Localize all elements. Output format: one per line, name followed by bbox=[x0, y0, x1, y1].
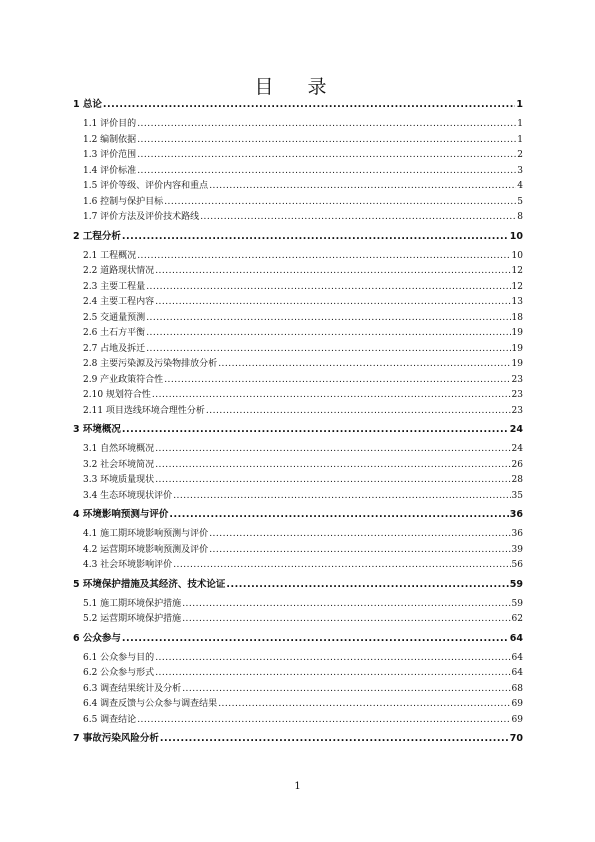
toc-entry-title: 3 环境概况 bbox=[73, 424, 121, 435]
toc-section-entry bbox=[73, 357, 523, 373]
toc-dot-leader bbox=[209, 543, 510, 559]
toc-entry-title: 4.3 社会环境影响评价 bbox=[83, 560, 173, 570]
toc-entry-page: 64 bbox=[511, 652, 523, 663]
toc-dot-leader bbox=[155, 442, 510, 458]
toc-entry-page: 12 bbox=[511, 281, 523, 292]
toc-section-entry bbox=[73, 651, 523, 667]
toc-entry-page: 36 bbox=[509, 509, 523, 520]
toc-dot-leader bbox=[226, 578, 508, 592]
page-title: 目 录 bbox=[254, 76, 341, 98]
toc-entry-title: 2.6 土石方平衡 bbox=[83, 328, 146, 338]
toc-section-entry bbox=[73, 612, 523, 628]
toc-entry-page: 10 bbox=[509, 230, 523, 242]
toc-section-entry bbox=[73, 697, 523, 713]
toc-dot-leader bbox=[137, 117, 516, 133]
toc-entry-title: 6.3 调查结果统计及分析 bbox=[83, 683, 182, 694]
toc-section-entry bbox=[73, 442, 523, 458]
toc-entry-title: 2 工程分析 bbox=[73, 230, 121, 242]
toc-dot-leader bbox=[173, 558, 510, 574]
toc-dot-leader bbox=[137, 133, 516, 149]
toc-dot-leader bbox=[137, 164, 516, 180]
toc-entry-page: 1 bbox=[517, 119, 523, 129]
toc-entry-title: 1.1 评价目的 bbox=[83, 119, 137, 129]
toc-entry-title: 1.4 评价标准 bbox=[83, 165, 137, 176]
toc-entry-title: 2.9 产业政策符合性 bbox=[83, 374, 164, 385]
toc-dot-leader bbox=[155, 473, 510, 489]
toc-dot-leader bbox=[155, 295, 510, 311]
toc-entry-page: 56 bbox=[511, 560, 523, 570]
toc-entry-page: 24 bbox=[511, 444, 523, 454]
toc-section-entry bbox=[73, 558, 523, 574]
toc-section-entry bbox=[73, 148, 523, 164]
toc-entry-title: 6.2 公众参与形式 bbox=[83, 668, 155, 678]
toc-entry-page: 19 bbox=[511, 328, 523, 338]
toc-entry-title: 2.2 道路现状情况 bbox=[83, 266, 155, 276]
toc-entry-page: 5 bbox=[517, 196, 523, 207]
toc-entry-title: 1.2 编制依据 bbox=[83, 134, 137, 145]
toc-section-entry bbox=[73, 311, 523, 327]
toc-dot-leader bbox=[173, 489, 510, 505]
toc-section-entry bbox=[73, 373, 523, 389]
toc-section-entry bbox=[73, 489, 523, 505]
toc-dot-leader bbox=[218, 697, 510, 713]
toc-section-entry bbox=[73, 666, 523, 682]
toc-entry-title: 3.1 自然环境概况 bbox=[83, 444, 155, 454]
toc-entry-title: 4.2 运营期环境影响预测及评价 bbox=[83, 544, 209, 555]
toc-entry-page: 13 bbox=[511, 297, 523, 307]
toc-section-entry bbox=[73, 473, 523, 489]
toc-entry-page: 28 bbox=[511, 475, 523, 485]
toc-entry-title: 5 环境保护措施及其经济、技术论证 bbox=[73, 578, 226, 590]
toc-entry-page: 35 bbox=[511, 490, 523, 501]
toc-entry-page: 18 bbox=[511, 312, 523, 323]
toc-chapter-entry bbox=[73, 578, 523, 592]
toc-chapter-entry bbox=[73, 632, 523, 646]
toc-chapter-entry bbox=[73, 98, 523, 112]
toc-dot-leader bbox=[182, 682, 510, 698]
toc-entry-page: 10 bbox=[511, 250, 523, 261]
toc-section-entry bbox=[73, 249, 523, 265]
toc-entry-page: 64 bbox=[509, 632, 523, 644]
toc-entry-title: 1.5 评价等级、评价内容和重点 bbox=[83, 181, 209, 191]
toc-dot-leader bbox=[206, 404, 511, 420]
toc-chapter-entry bbox=[73, 732, 523, 746]
toc-dot-leader bbox=[182, 597, 510, 613]
toc-entry-title: 4 环境影响预测与评价 bbox=[73, 509, 169, 520]
toc-section-entry bbox=[73, 295, 523, 311]
toc-entry-title: 5.1 施工期环境保护措施 bbox=[83, 598, 182, 609]
toc-entry-page: 70 bbox=[509, 733, 523, 744]
toc-section-entry bbox=[73, 280, 523, 296]
toc-section-entry bbox=[73, 682, 523, 698]
toc-dot-leader bbox=[169, 508, 508, 522]
toc-dot-leader bbox=[137, 713, 510, 729]
toc-entry-title: 2.7 占地及拆迁 bbox=[83, 343, 146, 354]
toc-dot-leader bbox=[155, 458, 510, 474]
toc-entry-page: 1 bbox=[517, 134, 523, 145]
toc-entry-title: 1.3 评价范围 bbox=[83, 150, 137, 160]
toc-section-entry bbox=[73, 342, 523, 358]
toc-entry-title: 3.2 社会环境简况 bbox=[83, 459, 155, 470]
toc-dot-leader bbox=[155, 264, 510, 280]
toc-entry-page: 62 bbox=[511, 614, 523, 624]
toc-entry-title: 2.1 工程概况 bbox=[83, 250, 137, 261]
toc-dot-leader bbox=[122, 230, 509, 244]
toc-dot-leader bbox=[200, 210, 516, 226]
toc-entry-page: 59 bbox=[511, 598, 523, 609]
toc-dot-leader bbox=[137, 148, 516, 164]
toc-entry-title: 7 事故污染风险分析 bbox=[73, 733, 159, 744]
toc-entry-title: 2.4 主要工程内容 bbox=[83, 297, 155, 307]
toc-entry-page: 23 bbox=[511, 405, 523, 416]
toc-dot-leader bbox=[209, 527, 510, 543]
toc-chapter-entry bbox=[73, 423, 523, 437]
toc-dot-leader bbox=[122, 423, 509, 437]
toc-dot-leader bbox=[137, 249, 510, 265]
toc-entry-title: 6.4 调查反馈与公众参与调查结果 bbox=[83, 699, 218, 709]
toc-entry-page: 36 bbox=[511, 529, 523, 539]
toc-entry-title: 2.10 规划符合性 bbox=[83, 390, 151, 400]
toc-entry-page: 59 bbox=[509, 578, 523, 590]
toc-entry-page: 19 bbox=[511, 359, 523, 369]
toc-entry-title: 1.7 评价方法及评价技术路线 bbox=[83, 212, 200, 222]
toc-entry-page: 69 bbox=[511, 699, 523, 709]
toc-entry-page: 24 bbox=[509, 424, 523, 435]
toc-section-entry bbox=[73, 326, 523, 342]
toc-dot-leader bbox=[155, 651, 510, 667]
toc-entry-title: 5.2 运营期环境保护措施 bbox=[83, 614, 182, 624]
toc-section-entry bbox=[73, 164, 523, 180]
toc-dot-leader bbox=[160, 732, 509, 746]
toc-entry-page: 3 bbox=[517, 165, 523, 176]
toc-dot-leader bbox=[155, 666, 510, 682]
toc-dot-leader bbox=[146, 311, 510, 327]
toc-section-entry bbox=[73, 597, 523, 613]
toc-dot-leader bbox=[146, 342, 510, 358]
toc-entry-title: 2.3 主要工程量 bbox=[83, 281, 146, 292]
toc-chapter-entry bbox=[73, 508, 523, 522]
page-number: 1 bbox=[294, 781, 301, 792]
toc-section-entry bbox=[73, 543, 523, 559]
toc-section-entry bbox=[73, 210, 523, 226]
toc-entry-page: 26 bbox=[511, 459, 523, 470]
toc-dot-leader bbox=[218, 357, 510, 373]
toc-dot-leader bbox=[103, 98, 515, 112]
toc-entry-title: 2.11 项目选线环境合理性分析 bbox=[83, 405, 205, 416]
toc-entry-title: 3.4 生态环境现状评价 bbox=[83, 490, 173, 501]
toc-chapter-entry bbox=[73, 230, 523, 244]
toc-entry-title: 2.8 主要污染源及污染物排放分析 bbox=[83, 359, 218, 369]
toc-section-entry bbox=[73, 404, 523, 420]
toc-entry-title: 1.6 控制与保护目标 bbox=[83, 196, 164, 207]
toc-entry-page: 39 bbox=[511, 544, 523, 555]
toc-dot-leader bbox=[152, 388, 511, 404]
toc-section-entry bbox=[73, 713, 523, 729]
toc-dot-leader bbox=[164, 373, 510, 389]
toc-entry-page: 4 bbox=[517, 181, 523, 191]
toc-entry-page: 69 bbox=[511, 714, 523, 725]
toc-section-entry bbox=[73, 133, 523, 149]
toc-dot-leader bbox=[182, 612, 510, 628]
toc-section-entry bbox=[73, 117, 523, 133]
toc-entry-title: 6.5 调查结论 bbox=[83, 714, 137, 725]
toc-entry-page: 23 bbox=[511, 390, 523, 400]
toc-dot-leader bbox=[146, 326, 510, 342]
toc-entry-title: 6.1 公众参与目的 bbox=[83, 652, 155, 663]
toc-dot-leader bbox=[164, 195, 516, 211]
toc-dot-leader bbox=[122, 632, 509, 646]
toc-entry-title: 1 总论 bbox=[73, 99, 102, 110]
toc-section-entry bbox=[73, 388, 523, 404]
toc-section-entry bbox=[73, 195, 523, 211]
toc-entry-title: 3.3 环境质量现状 bbox=[83, 475, 155, 485]
toc-dot-leader bbox=[146, 280, 510, 296]
toc-entry-page: 23 bbox=[511, 374, 523, 385]
toc-entry-title: 2.5 交通量预测 bbox=[83, 312, 146, 323]
toc-entry-page: 1 bbox=[516, 99, 523, 110]
toc-section-entry bbox=[73, 458, 523, 474]
toc-entry-page: 12 bbox=[511, 266, 523, 276]
toc-entry-page: 8 bbox=[517, 212, 523, 222]
toc-dot-leader bbox=[209, 179, 516, 195]
toc-entry-title: 4.1 施工期环境影响预测与评价 bbox=[83, 529, 209, 539]
toc-section-entry bbox=[73, 527, 523, 543]
toc-entry-page: 68 bbox=[511, 683, 523, 694]
toc-entry-title: 6 公众参与 bbox=[73, 632, 121, 644]
toc-section-entry bbox=[73, 179, 523, 195]
toc-entry-page: 19 bbox=[511, 343, 523, 354]
table-of-contents bbox=[73, 98, 523, 751]
toc-section-entry bbox=[73, 264, 523, 280]
toc-entry-page: 64 bbox=[511, 668, 523, 678]
toc-entry-page: 2 bbox=[517, 150, 523, 160]
